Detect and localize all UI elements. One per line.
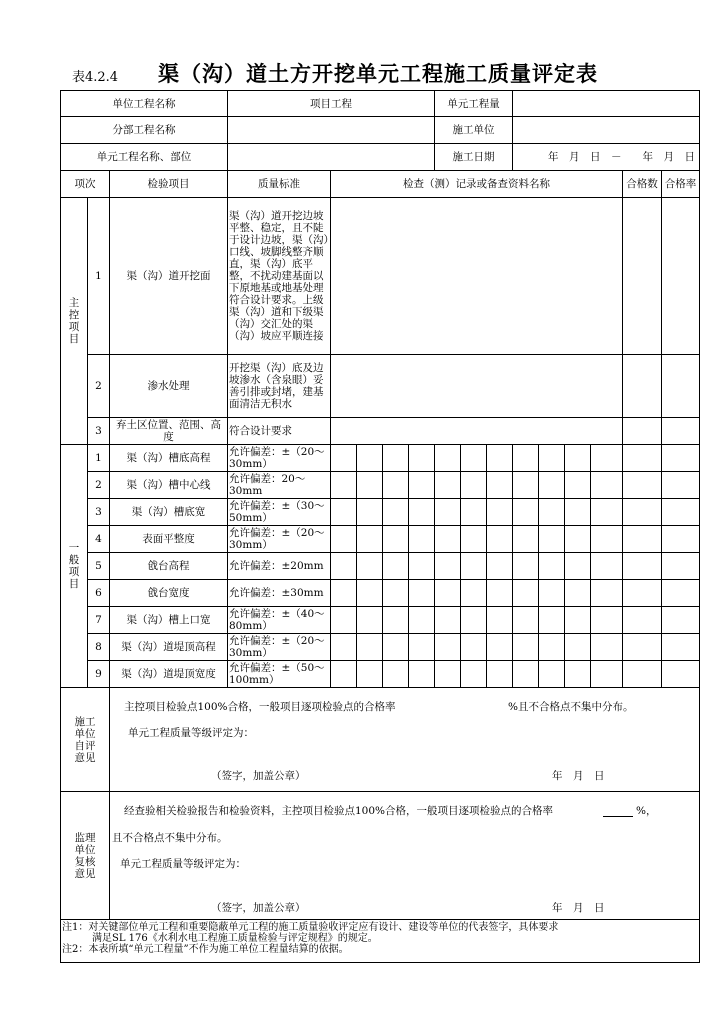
main-item-pass-count — [623, 355, 662, 418]
general-item-pass-rate — [662, 472, 700, 499]
note-1b: 满足SL 176《水利水电工程施工质量检验与评定规程》的规定。 — [92, 933, 378, 944]
col-pass-rate: 合格率 — [662, 171, 700, 198]
general-item-pass-count — [623, 607, 662, 634]
general-item-no: 1 — [88, 445, 110, 472]
general-item-pass-count — [623, 580, 662, 607]
main-item-records — [331, 355, 623, 418]
note-1: 注1：对关键部位单元工程和重要隐蔽单元工程的施工质量验收评定应有设计、建设等单位的代表签字，具体要求 — [62, 922, 559, 933]
main-item-pass-count — [623, 418, 662, 445]
division-value — [228, 117, 435, 144]
general-item-pass-count — [623, 499, 662, 526]
supervisor-eval-label-text: 监理单位复核意见 — [74, 831, 96, 880]
general-item-pass-rate — [662, 499, 700, 526]
general-item-pass-count — [623, 553, 662, 580]
header — [0, 58, 722, 90]
general-item-name: 渠（沟）槽中心线 — [110, 472, 228, 499]
general-item-standard: 允许偏差：20～30mm — [228, 472, 331, 499]
supervisor-eval-label — [61, 792, 110, 920]
col-standard: 质量标准 — [228, 171, 331, 198]
general-item-standard: 允许偏差：±（20～30mm） — [228, 634, 331, 661]
contractor-eval-content — [110, 688, 700, 792]
general-item-pass-rate — [662, 526, 700, 553]
general-item-pass-rate — [662, 661, 700, 688]
unit-project-label: 单位工程名称 — [61, 91, 228, 117]
supervisor-eval-content — [110, 792, 700, 920]
contractor-eval-line2: 单元工程质量等级评定为： — [128, 727, 254, 739]
general-item-pass-count — [623, 472, 662, 499]
general-item-pass-rate — [662, 580, 700, 607]
general-item-name: 渠（沟）槽上口宽 — [110, 607, 228, 634]
contractor-eval-sign: （签字，加盖公章） — [211, 770, 306, 782]
general-item-pass-count — [623, 526, 662, 553]
construction-unit-value — [513, 117, 700, 144]
unit-project-value: 项目工程 — [228, 91, 435, 117]
contractor-eval-date: 年 月 日 — [552, 770, 605, 782]
col-records: 检查（测）记录或备查资料名称 — [331, 171, 623, 198]
main-item-pass-rate — [662, 355, 700, 418]
element-quantity-value — [513, 91, 700, 117]
main-item-standard: 符合设计要求 — [228, 418, 331, 445]
supervisor-eval-sign: （签字，加盖公章） — [211, 902, 306, 914]
contractor-eval-line1: 主控项目检验点100%合格，一般项目逐项检验点的合格率 — [124, 701, 396, 713]
col-check-item: 检验项目 — [110, 171, 228, 198]
supervisor-eval-line1-tail: %， — [636, 805, 657, 817]
main-item-pass-count — [623, 198, 662, 355]
general-item-name: 戗台宽度 — [110, 580, 228, 607]
main-item-pass-rate — [662, 418, 700, 445]
supervisor-eval-line2: 且不合格点不集中分布。 — [112, 832, 228, 844]
general-item-no: 7 — [88, 607, 110, 634]
general-item-no: 3 — [88, 499, 110, 526]
general-item-name: 渠（沟）槽底高程 — [110, 445, 228, 472]
general-item-no: 9 — [88, 661, 110, 688]
col-pass-count: 合格数 — [623, 171, 662, 198]
general-item-no: 5 — [88, 553, 110, 580]
general-item-pass-count — [623, 634, 662, 661]
general-group-label — [61, 445, 88, 688]
general-item-standard: 允许偏差：±（20～30mm） — [228, 445, 331, 472]
main-item-no: 2 — [88, 355, 110, 418]
supervisor-eval-line1: 经查验相关检验报告和检验资料，主控项目检验点100%合格，一般项目逐项检验点的合格率 — [124, 805, 554, 817]
page-title: 渠（沟）道土方开挖单元工程施工质量评定表 — [158, 62, 598, 86]
general-item-standard: 允许偏差：±（50～100mm） — [228, 661, 331, 688]
general-item-no: 2 — [88, 472, 110, 499]
main-item-records — [331, 418, 623, 445]
supervisor-eval-line3: 单元工程质量等级评定为： — [120, 858, 246, 870]
construction-unit-label: 施工单位 — [435, 117, 513, 144]
general-item-standard: 允许偏差：±（40～80mm） — [228, 607, 331, 634]
supervisor-eval-blank — [603, 805, 633, 817]
element-name-label: 单元工程名称、部位 — [61, 144, 228, 171]
supervisor-eval-date: 年 月 日 — [552, 902, 605, 914]
main-item-standard: 开挖渠（沟）底及边坡渗水（含泉眼）妥善引排或封堵，建基面清洁无积水 — [228, 355, 331, 418]
general-item-pass-count — [623, 661, 662, 688]
main-item-no: 1 — [88, 198, 110, 355]
general-item-standard: 允许偏差：±20mm — [228, 553, 331, 580]
contractor-eval-label — [61, 688, 110, 792]
main-group-label-text: 主控项目 — [68, 297, 80, 345]
main-item-standard: 渠（沟）道开挖边坡平整、稳定，且不陡于设计边坡，渠（沟）口线、坡脚线整齐顺直，渠（沟）底平整，不扰动建基面以下原地基或地基处理符合设计要求。上级渠（沟）道和下级渠（沟）交汇处的渠（沟）坡应平顺连接 — [228, 198, 331, 355]
element-quantity-label: 单元工程量 — [435, 91, 513, 117]
notes — [61, 920, 700, 963]
construction-date-value: 年 月 日 － 年 月 日 — [513, 144, 700, 171]
main-group-label — [61, 198, 88, 445]
general-item-name: 表面平整度 — [110, 526, 228, 553]
contractor-eval-line1-tail: %且不合格点不集中分布。 — [508, 701, 634, 713]
general-item-pass-rate — [662, 607, 700, 634]
main-item-name: 弃土区位置、范围、高度 — [110, 418, 228, 445]
col-item: 项次 — [61, 171, 110, 198]
general-item-standard: 允许偏差：±（20～30mm） — [228, 526, 331, 553]
element-name-value — [228, 144, 435, 171]
construction-date-label: 施工日期 — [435, 144, 513, 171]
main-item-name: 渗水处理 — [110, 355, 228, 418]
table-number: 表4.2.4 — [72, 70, 119, 85]
general-item-pass-rate — [662, 634, 700, 661]
general-item-standard: 允许偏差：±（30～50mm） — [228, 499, 331, 526]
main-item-pass-rate — [662, 198, 700, 355]
general-item-name: 渠（沟）槽底宽 — [110, 499, 228, 526]
general-group-label-text: 一般项目 — [68, 542, 80, 590]
contractor-eval-label-text: 施工单位自评意见 — [74, 715, 96, 764]
main-item-no: 3 — [88, 418, 110, 445]
general-item-pass-rate — [662, 445, 700, 472]
main-item-name: 渠（沟）道开挖面 — [110, 198, 228, 355]
general-item-name: 渠（沟）道堤顶高程 — [110, 634, 228, 661]
general-item-name: 渠（沟）道堤顶宽度 — [110, 661, 228, 688]
general-item-no: 4 — [88, 526, 110, 553]
main-item-records — [331, 198, 623, 355]
general-item-standard: 允许偏差：±30mm — [228, 580, 331, 607]
general-item-no: 6 — [88, 580, 110, 607]
evaluation-table — [60, 90, 700, 963]
general-item-pass-count — [623, 445, 662, 472]
division-label: 分部工程名称 — [61, 117, 228, 144]
note-2: 注2：本表所填“单元工程量”不作为施工单位工程量结算的依据。 — [62, 944, 349, 955]
general-item-no: 8 — [88, 634, 110, 661]
general-item-name: 戗台高程 — [110, 553, 228, 580]
general-item-pass-rate — [662, 553, 700, 580]
